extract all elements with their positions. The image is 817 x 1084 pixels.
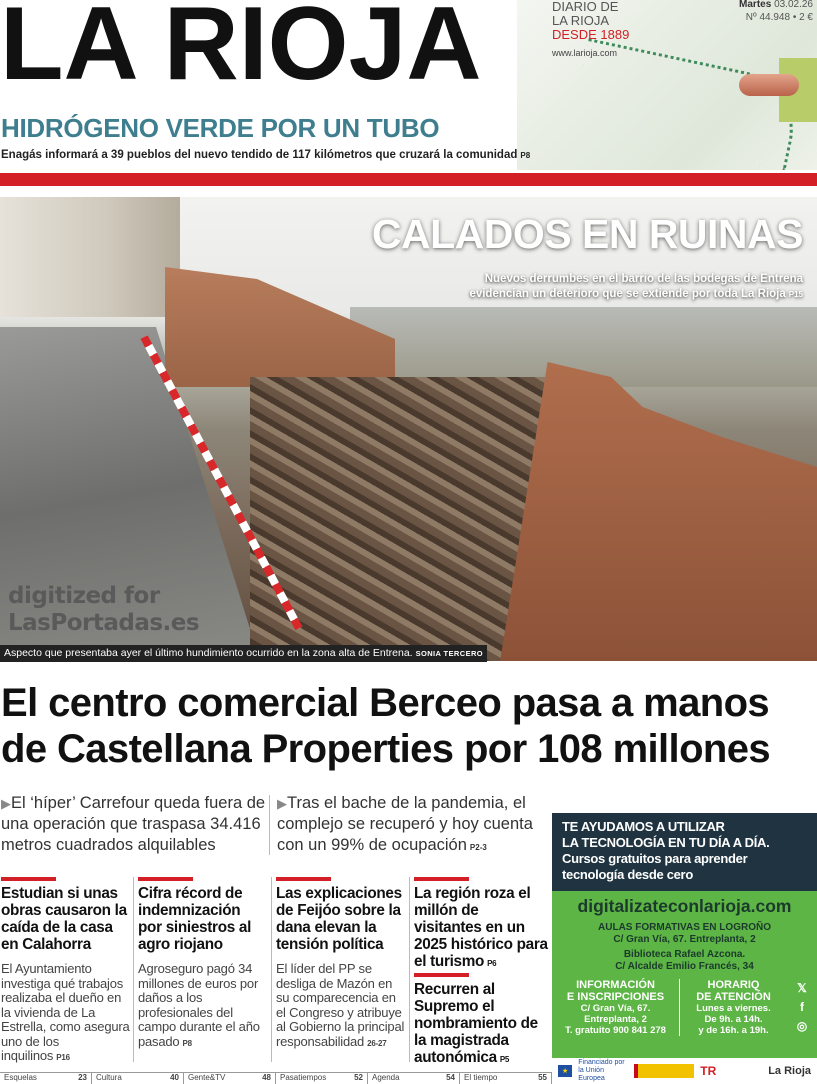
instagram-icon[interactable]: ◎ xyxy=(796,1019,808,1033)
index-item[interactable] xyxy=(460,1073,552,1084)
red-divider xyxy=(0,173,817,186)
photo-credit: SONIA TERCERO xyxy=(415,649,484,658)
hours-line: De 9h. a 14h. xyxy=(704,1014,763,1025)
story-headline: Recurren al Supremo el nombramiento de la magistrada autonómica xyxy=(414,981,538,1066)
story-headline: Cifra récord de indemnización por siniestros al agro riojano xyxy=(138,885,252,953)
story-supremo xyxy=(414,973,548,1068)
advertisement xyxy=(552,813,817,1084)
index-item[interactable] xyxy=(184,1073,276,1084)
ad-line: LA TECNOLOGÍA EN TU DÍA A DÍA. xyxy=(562,835,770,850)
index-label: Pasatiempos xyxy=(280,1073,327,1082)
index-label: Agenda xyxy=(372,1073,400,1082)
story-agro xyxy=(138,877,267,1051)
lead-deck-left xyxy=(1,793,266,856)
page-ref: P8 xyxy=(520,151,531,160)
ad-address: C/ Gran Vía, 67. Entreplanta, 2 xyxy=(613,934,756,945)
index-page: 48 xyxy=(262,1073,271,1082)
triangle-icon: ▶ xyxy=(277,796,287,811)
spain-gov-logo xyxy=(634,1064,694,1078)
page-ref: P8 xyxy=(182,1038,192,1048)
index-item[interactable] xyxy=(0,1073,92,1084)
info-line: Entreplanta, 2 xyxy=(584,1014,647,1025)
sponsor-logos xyxy=(552,1058,817,1084)
story-headline: La región roza el millón de visitantes en un 2025 histórico para el turismo xyxy=(414,885,548,970)
date: 03.02.26 xyxy=(774,0,813,10)
story-turismo xyxy=(414,877,548,972)
divider xyxy=(271,877,272,1062)
deck-line: Nuevos derrumbes en el barrio de las bodegas de Entrena xyxy=(484,273,803,285)
hours-line: y de 16h. a 19h. xyxy=(698,1025,769,1036)
watermark-line: LasPortadas.es xyxy=(8,610,200,636)
section-index xyxy=(0,1072,552,1084)
triangle-icon: ▶ xyxy=(1,796,11,811)
info-title: E INSCRIPCIONES xyxy=(566,991,665,1003)
ad-line: tecnología desde cero xyxy=(562,867,693,882)
index-page: 52 xyxy=(354,1073,363,1082)
hours-line: Lunes a viernes. xyxy=(696,1003,771,1014)
deck-text: Tras el bache de la pandemia, el complejo se recuperó y hoy cuenta con un 99% de ocupación xyxy=(277,794,533,854)
info-line: C/ Gran Vía, 67. xyxy=(580,1003,651,1014)
website: www.larioja.com xyxy=(552,48,618,58)
info-title: INFORMACIÓN xyxy=(576,979,655,991)
index-page: 55 xyxy=(538,1073,547,1082)
issue-price: Nº 44.948 • 2 € xyxy=(745,12,813,23)
info-phone: T. gratuito 900 841 278 xyxy=(565,1025,666,1036)
ad-address: Biblioteca Rafael Azcona. xyxy=(623,949,746,960)
divider xyxy=(133,877,134,1062)
ad-aulas: AULAS FORMATIVAS EN LOGROÑO xyxy=(598,922,771,933)
la-rioja-logo: La Rioja xyxy=(768,1065,811,1077)
watermark-line: digitized for xyxy=(8,583,160,609)
page-ref: 26-27 xyxy=(367,1038,387,1048)
brand-since: DESDE 1889 xyxy=(552,27,630,42)
divider xyxy=(409,877,410,1062)
story-body: El Ayuntamiento investiga qué trabajos realizaba el dueño en la vivienda de La Estrella, como asegura uno de los inquilinos xyxy=(1,961,130,1063)
masthead-brand xyxy=(552,0,629,42)
deck-text: El ‘híper’ Carrefour queda fuera de una operación que traspasa 34.416 metros cuadrados alquilables xyxy=(1,794,266,854)
lead-deck-right xyxy=(277,793,542,858)
index-page: 23 xyxy=(78,1073,87,1082)
edition-info xyxy=(739,0,813,24)
ad-address: C/ Alcalde Emilio Francés, 34 xyxy=(615,961,754,972)
masthead-title: LA RIOJA xyxy=(0,0,482,102)
lead-headline xyxy=(1,680,815,772)
index-item[interactable] xyxy=(276,1073,368,1084)
hours-title: HORARIQ xyxy=(707,979,760,991)
eu-flag-icon: ★ xyxy=(558,1065,572,1077)
page-ref: P16 xyxy=(56,1053,70,1062)
page-ref: P2-3 xyxy=(469,843,487,852)
headline-line: El centro comercial Berceo pasa a manos xyxy=(1,681,770,725)
watermark xyxy=(8,583,199,637)
photo-caption xyxy=(0,645,487,662)
brand-line: DIARIO DE xyxy=(552,0,619,14)
ad-url[interactable]: digitalizateconlarioja.com xyxy=(577,896,792,916)
hours-title: DE ATENCIÓN xyxy=(696,991,771,1003)
story-body: El líder del PP se desliga de Mazón en su comparecencia en el Congreso y atribuye al Gobierno la principal responsabilidad xyxy=(276,961,405,1049)
page-ref: P6 xyxy=(487,959,497,968)
story-calahorra xyxy=(1,877,130,1066)
page-ref: P15 xyxy=(788,290,803,299)
facebook-icon[interactable]: f xyxy=(800,1000,804,1014)
brand-line: LA RIOJA xyxy=(552,13,610,28)
index-label: Gente&TV xyxy=(188,1073,226,1082)
top-story-kicker: HIDRÓGENO VERDE POR UN TUBO xyxy=(1,113,440,143)
pipe-icon xyxy=(739,74,799,96)
index-page: 54 xyxy=(446,1073,455,1082)
index-page: 40 xyxy=(170,1073,179,1082)
day: Martes xyxy=(739,0,772,10)
index-label: El tiempo xyxy=(464,1073,498,1082)
deck-line: evidencian un deterioro que se extiende por toda La Rioja xyxy=(469,288,786,300)
headline-line: de Castellana Properties por 108 millones xyxy=(1,727,771,771)
x-icon[interactable]: 𝕏 xyxy=(797,981,807,995)
subtitle-text: Enagás informará a 39 pueblos del nuevo tendido de 117 kilómetros que cruzará la comunidad xyxy=(1,149,518,161)
index-item[interactable] xyxy=(368,1073,460,1084)
story-body: Agroseguro pagó 34 millones de euros por daños a los profesionales del campo durante el año pasado xyxy=(138,961,260,1049)
divider xyxy=(269,795,270,855)
story-headline: Estudian si unas obras causaron la caída de la casa en Calahorra xyxy=(1,885,127,953)
ad-line: Cursos gratuitos para aprender xyxy=(562,851,748,866)
ad-line: TE AYUDAMOS A UTILIZAR xyxy=(562,819,725,834)
story-feijoo xyxy=(276,877,405,1051)
recovery-plan-logo: TR xyxy=(700,1064,717,1078)
index-label: Esquelas xyxy=(4,1073,37,1082)
photo-deck xyxy=(469,272,803,302)
page-ref: P5 xyxy=(499,1055,510,1064)
eu-label: Financiado por la Unión Europea xyxy=(578,1059,625,1082)
photo-headline: CALADOS EN RUINAS xyxy=(371,211,803,257)
index-label: Cultura xyxy=(96,1073,122,1082)
story-headline: Las explicaciones de Feijóo sobre la dana elevan la tensión política xyxy=(276,885,402,953)
caption-text: Aspecto que presentaba ayer el último hundimiento ocurrido en la zona alta de Entrena. xyxy=(4,647,413,659)
index-item[interactable] xyxy=(92,1073,184,1084)
top-story-subtitle xyxy=(1,149,530,161)
